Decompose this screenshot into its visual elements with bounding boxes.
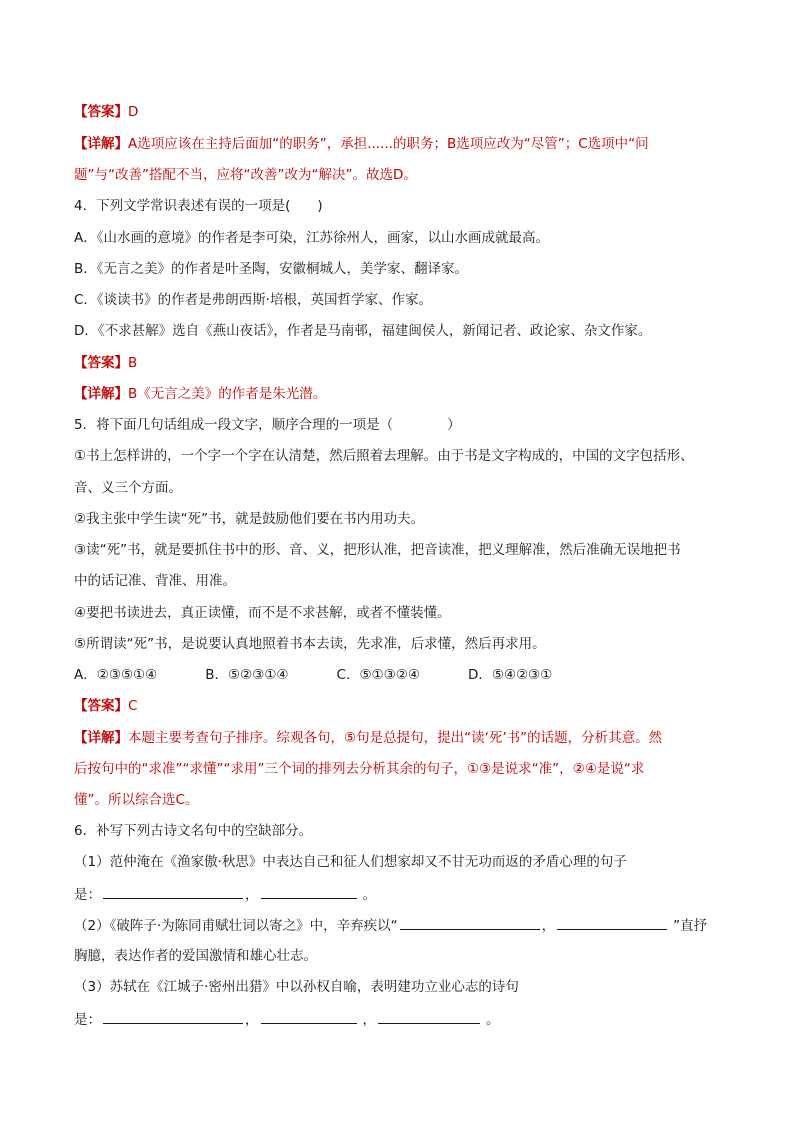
answer-value: D: [128, 104, 139, 120]
q6-part-3-line-2: [74, 1009, 734, 1030]
q5-option-a: A．②③⑤①④: [74, 667, 158, 683]
q5-options: [74, 665, 734, 685]
q5-sentence-3-line-2: 中的话记准、背准、用准。: [74, 573, 236, 589]
q5-option-b: B．⑤②③①④: [205, 667, 289, 683]
q6-part-2-line-2: 胸臆，表达作者的爱国激情和雄心壮志。: [74, 948, 317, 964]
answer-tag: 【答案】: [74, 355, 128, 371]
q4-answer-line: [74, 353, 734, 373]
q4-stem: 4．下列文学常识表述有误的一项是( ): [74, 198, 323, 214]
prefix-text: 是：: [74, 1012, 101, 1028]
q5-detail-line-2: 后按句中的“求准”“求懂”“求用”三个词的排列去分析其余的句子，①③是说求“准”，②④是说“求: [74, 761, 645, 777]
fill-blank[interactable]: [378, 1009, 480, 1024]
q5-detail-line-1: [74, 728, 734, 748]
q4-option-a: A．《山水画的意境》的作者是李可染，江苏徐州人，画家，以山水画成就最高。: [74, 230, 549, 246]
comma: ，: [245, 1012, 259, 1028]
q3-detail-line-1: [74, 134, 734, 154]
q5-option-c: C．⑤①③②④: [336, 667, 420, 683]
q4-detail-line: [74, 384, 734, 404]
comma: ，: [245, 887, 259, 903]
q6-part-2-line-1: [74, 915, 734, 936]
q5-sentence-1-line-1: ①书上怎样讲的，一个字一个字在认清楚，然后照着去理解。由于书是文字构成的，中国的文字包括形、: [74, 448, 694, 464]
q5-option-d: D．⑤④②③①: [467, 667, 553, 683]
detail-text: A选项应该在主持后面加“的职务”，承担......的职务；B选项应改为“尽管”；C选项中“问: [128, 136, 649, 152]
prefix-text: （2）《破阵子·为陈同甫赋壮词以寄之》中，辛弃疾以“: [74, 918, 398, 934]
period: 。: [362, 887, 376, 903]
answer-tag: 【答案】: [74, 698, 128, 714]
q5-sentence-4: ④要把书读进去，真正读懂，而不是不求甚解，或者不懂装懂。: [74, 605, 451, 621]
q4-option-b: B．《无言之美》的作者是叶圣陶，安徽桐城人，美学家、翻译家。: [74, 261, 469, 277]
q6-stem: 6．补写下列古诗文名句中的空缺部分。: [74, 823, 313, 839]
q4-option-c: C．《谈读书》的作者是弗朗西斯·培根，英国哲学家、作家。: [74, 292, 432, 308]
fill-blank[interactable]: [261, 1009, 357, 1024]
period: 。: [486, 1012, 500, 1028]
q3-answer-line: [74, 102, 734, 122]
q6-part-1-line-2: [74, 884, 734, 905]
answer-value: B: [128, 355, 138, 371]
q5-sentence-5: ⑤所谓读“死”书，是说要认真地照着书本去读，先求准，后求懂，然后再求用。: [74, 636, 546, 652]
q5-sentence-3-line-1: ③读“死”书，就是要抓住书中的形、音、义，把形认准，把音读准，把义理解准，然后准确无误地把书: [74, 542, 681, 558]
fill-blank[interactable]: [400, 915, 540, 930]
detail-text: B《无言之美》的作者是朱光潜。: [128, 386, 327, 402]
q5-stem: 5．将下面几句话组成一段文字，顺序合理的一项是（ ）: [74, 417, 461, 433]
comma: ，: [541, 918, 556, 934]
detail-text: 本题主要考查句子排序。综观各句，⑤句是总提句，提出“读‘死’书”的话题，分析其意。然: [128, 730, 663, 746]
detail-tag: 【详解】: [74, 730, 128, 746]
q5-detail-line-3: 懂”。所以综合选C。: [74, 792, 199, 808]
q4-option-d: D．《不求甚解》选自《燕山夜话》，作者是马南邨，福建闽侯人，新闻记者、政论家、杂文作家。: [74, 323, 652, 339]
detail-tag: 【详解】: [74, 386, 128, 402]
fill-blank[interactable]: [261, 884, 357, 899]
q6-part-3-line-1: （3）苏轼在《江城子·密州出猎》中以孙权自喻，表明建功立业心志的诗句: [74, 979, 519, 995]
answer-tag: 【答案】: [74, 104, 128, 120]
detail-tag: 【详解】: [74, 136, 128, 152]
q5-answer-line: [74, 696, 734, 716]
answer-value: C: [128, 698, 138, 714]
fill-blank[interactable]: [103, 1009, 243, 1024]
comma: ，: [362, 1012, 376, 1028]
q3-detail-line-2: 题”与“改善”搭配不当，应将“改善”改为“解决”。故选D。: [74, 167, 417, 183]
prefix-text: 是：: [74, 887, 101, 903]
q5-sentence-1-line-2: 音、义三个方面。: [74, 480, 182, 496]
suffix-text: ”直抒: [673, 918, 708, 934]
fill-blank[interactable]: [557, 915, 667, 930]
q5-sentence-2: ②我主张中学生读“死”书，就是鼓励他们要在书内用功夫。: [74, 511, 425, 527]
fill-blank[interactable]: [103, 884, 243, 899]
q6-part-1-line-1: （1）范仲淹在《渔家傲·秋思》中表达自己和征人们想家却又不甘无功而返的矛盾心理的句子: [74, 854, 627, 870]
